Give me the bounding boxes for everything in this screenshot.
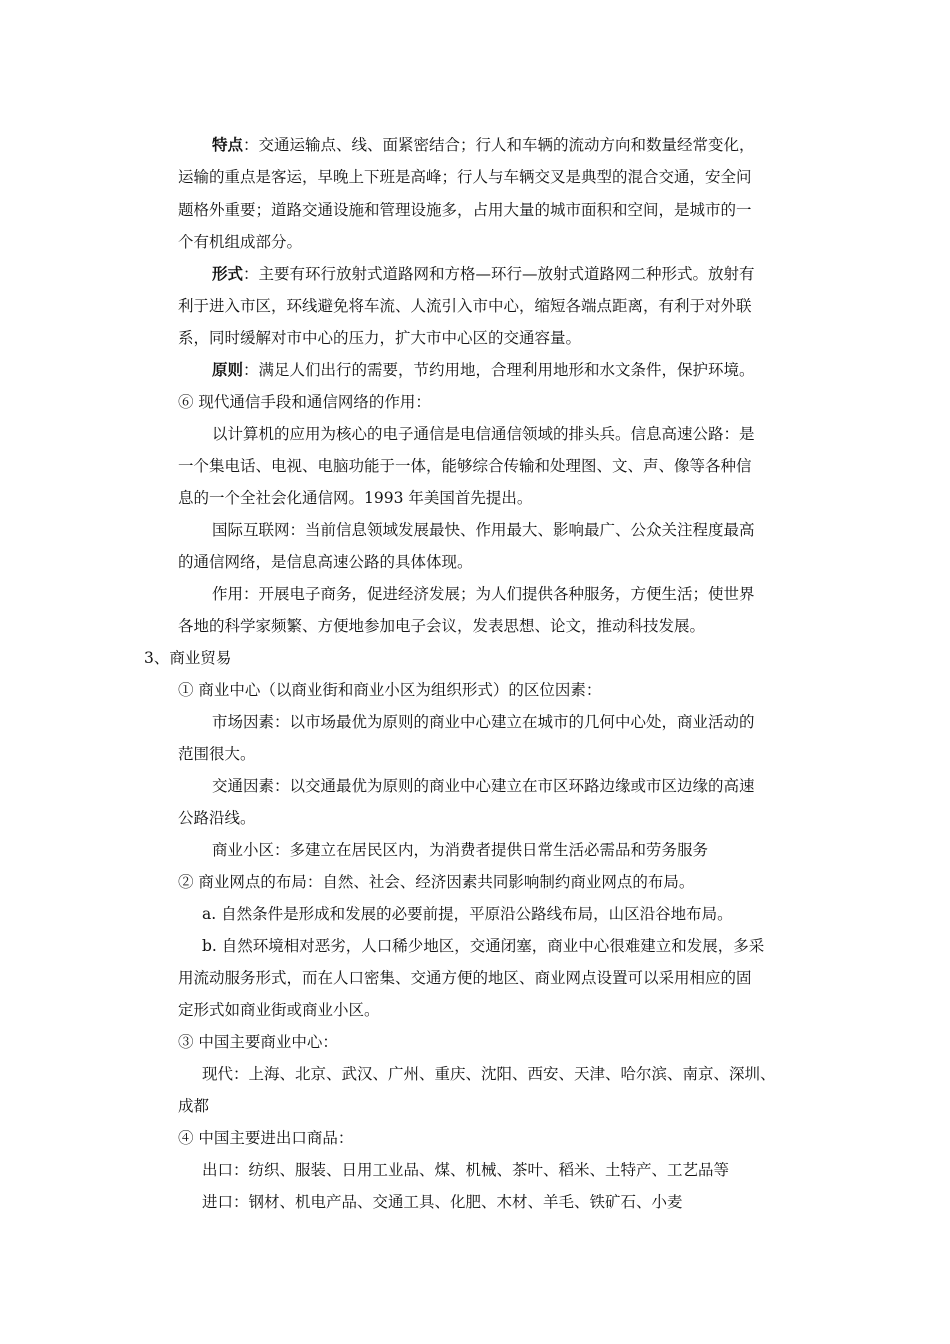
communication-p2-line-2: 的通信网络，是信息高速公路的具体体现。 [178,553,473,571]
principle-line: 原则：满足人们出行的需要，节约用地，合理利用地形和水文条件，保护环境。 [212,360,755,379]
commerce-heading-3: ③ 中国主要商业中心： [178,1033,338,1051]
layout-item-a: a. 自然条件是形成和发展的必要前提，平原沿公路线布局，山区沿谷地布局。 [202,905,733,923]
principle-label: 原则 [212,360,244,379]
communication-p1-line-2: 一个集电话、电视、电脑功能于一体，能够综合传输和处理图、文、声、像等各种信 [178,457,752,475]
commerce-heading-2: ② 商业网点的布局：自然、社会、经济因素共同影响制约商业网点的布局。 [178,873,695,891]
communication-p2-line-1: 国际互联网：当前信息领域发展最快、作用最大、影响最广、公众关注程度最高 [212,521,755,539]
commerce-heading-1: ① 商业中心（以商业街和商业小区为组织形式）的区位因素： [178,681,602,699]
section-title: 3、商业贸易 [144,649,232,667]
features-line-1: 特点：交通运输点、线、面紧密结合；行人和车辆的流动方向和数量经常变化， [212,135,755,154]
commerce-heading-4: ④ 中国主要进出口商品： [178,1129,354,1147]
features-line-2: 运输的重点是客运，早晚上下班是高峰；行人与车辆交叉是典型的混合交通，安全问 [178,168,752,186]
features-label: 特点 [212,135,244,154]
market-line-2: 范围很大。 [178,745,256,763]
features-line-4: 个有机组成部分。 [178,233,303,251]
communication-p1-line-1: 以计算机的应用为核心的电子通信是电信通信领域的排头兵。信息高速公路：是 [212,425,755,443]
features-line-3: 题格外重要；道路交通设施和管理设施多，占用大量的城市面积和空间，是城市的一 [178,201,752,219]
market-line-1: 市场因素：以市场最优为原则的商业中心建立在城市的几何中心处，商业活动的 [212,713,755,731]
forms-line-2: 利于进入市区，环线避免将车流、人流引入市中心，缩短各端点距离，有利于对外联 [178,297,752,315]
layout-item-b-line-1: b. 自然环境相对恶劣，人口稀少地区，交通闭塞，商业中心很难建立和发展，多采 [202,937,765,955]
forms-line-3: 系，同时缓解对市中心的压力，扩大市中心区的交通容量。 [178,329,582,347]
communication-p3-line-1: 作用：开展电子商务，促进经济发展；为人们提供各种服务，方便生活；使世界 [212,585,755,603]
export-line: 出口：纺织、服装、日用工业品、煤、机械、茶叶、稻米、土特产、工艺品等 [202,1161,730,1179]
communication-heading: ⑥ 现代通信手段和通信网络的作用： [178,393,431,411]
forms-label: 形式 [212,264,244,283]
community-line: 商业小区：多建立在居民区内，为消费者提供日常生活必需品和劳务服务 [212,841,709,859]
transport-line-2: 公路沿线。 [178,809,256,827]
modern-centers-line-1: 现代：上海、北京、武汉、广州、重庆、沈阳、西安、天津、哈尔滨、南京、深圳、 [202,1065,776,1083]
transport-line-1: 交通因素：以交通最优为原则的商业中心建立在市区环路边缘或市区边缘的高速 [212,777,755,795]
layout-item-b-line-3: 定形式如商业街或商业小区。 [178,1001,380,1019]
communication-p3-line-2: 各地的科学家频繁、方便地参加电子会议，发表思想、论文，推动科技发展。 [178,617,706,635]
forms-line-1: 形式：主要有环行放射式道路网和方格—环行—放射式道路网二种形式。放射有 [212,264,755,283]
import-line: 进口：钢材、机电产品、交通工具、化肥、木材、羊毛、铁矿石、小麦 [202,1193,683,1211]
layout-item-b-line-2: 用流动服务形式，而在人口密集、交通方便的地区、商业网点设置可以采用相应的固 [178,969,752,987]
modern-centers-line-2: 成都 [178,1097,210,1115]
communication-p1-line-3: 息的一个全社会化通信网。1993 年美国首先提出。 [178,489,533,507]
